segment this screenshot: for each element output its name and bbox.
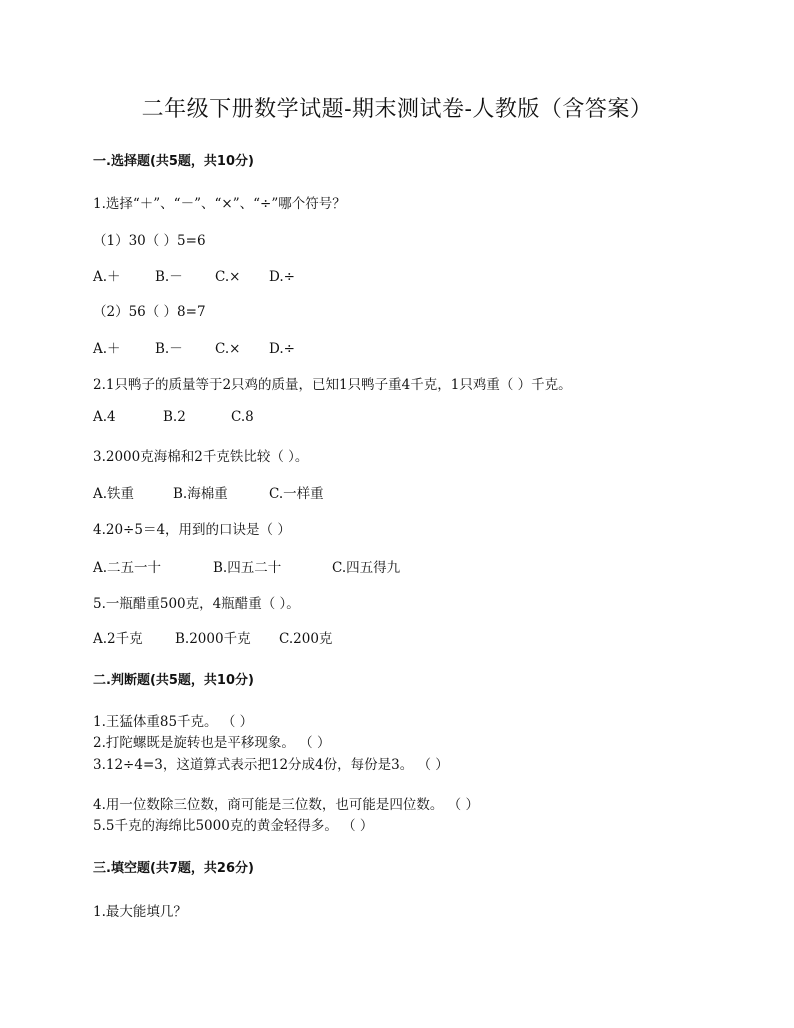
judge-item-2: 2.打陀螺既是旋转也是平移现象。 （ ）	[93, 735, 331, 751]
option: C.一样重	[269, 486, 324, 502]
section-heading-fill: 三.填空题(共7题，共26分)	[93, 861, 254, 876]
option: A.2千克	[93, 631, 143, 647]
choice-q1-stem: 1.选择“＋”、“－”、“×”、“÷”哪个符号？	[93, 196, 346, 212]
option: A.4	[93, 409, 116, 425]
choice-q1-sub1-options	[93, 265, 295, 285]
judge-item-3: 3.12÷4=3，这道算式表示把12分成4份，每份是3。 （ ）	[93, 757, 449, 773]
option: A.＋	[93, 269, 121, 285]
choice-q1-sub1: （1）30（ ）5=6	[93, 233, 206, 249]
option: C.四五得九	[332, 560, 401, 576]
choice-q3-options	[93, 482, 324, 502]
choice-q5-stem: 5.一瓶醋重500克，4瓶醋重（ ）。	[93, 596, 300, 612]
option: B.2	[163, 409, 186, 425]
choice-q2-stem: 2.1只鸭子的质量等于2只鸡的质量，已知1只鸭子重4千克，1只鸡重（ ）千克。	[93, 377, 572, 393]
page-title: 二年级下册数学试题-期末测试卷-人教版（含答案）	[141, 97, 653, 122]
option: B.四五二十	[213, 560, 282, 576]
choice-q1-sub2: （2）56（ ）8=7	[93, 304, 206, 320]
choice-q4-options	[93, 556, 400, 576]
section-heading-choice: 一.选择题(共5题，共10分)	[93, 154, 254, 169]
option: A.二五一十	[93, 560, 162, 576]
choice-q1-sub2-options	[93, 337, 295, 357]
choice-q5-options	[93, 627, 332, 647]
option: A.＋	[93, 341, 121, 357]
choice-q4-stem: 4.20÷5＝4，用到的口诀是（ ）	[93, 522, 291, 538]
option: D.÷	[269, 341, 295, 357]
option: C.200克	[279, 631, 333, 647]
option: D.÷	[269, 269, 295, 285]
choice-q3-stem: 3.2000克海棉和2千克铁比较（ ）。	[93, 449, 309, 465]
choice-q2-options	[93, 409, 254, 425]
option: C.×	[215, 341, 241, 357]
fill-q1-stem: 1.最大能填几？	[93, 904, 187, 920]
section-heading-judge: 二.判断题(共5题，共10分)	[93, 673, 254, 688]
option: B.2000千克	[175, 631, 251, 647]
option: C.×	[215, 269, 241, 285]
judge-item-4: 4.用一位数除三位数，商可能是三位数，也可能是四位数。 （ ）	[93, 797, 479, 813]
option: C.8	[231, 409, 254, 425]
option: B.－	[155, 341, 183, 357]
judge-item-1: 1.王猛体重85千克。 （ ）	[93, 714, 254, 730]
option: B.－	[155, 269, 183, 285]
judge-item-5: 5.5千克的海绵比5000克的黄金轻得多。 （ ）	[93, 818, 374, 834]
option: B.海棉重	[173, 486, 228, 502]
option: A.铁重	[93, 486, 135, 502]
